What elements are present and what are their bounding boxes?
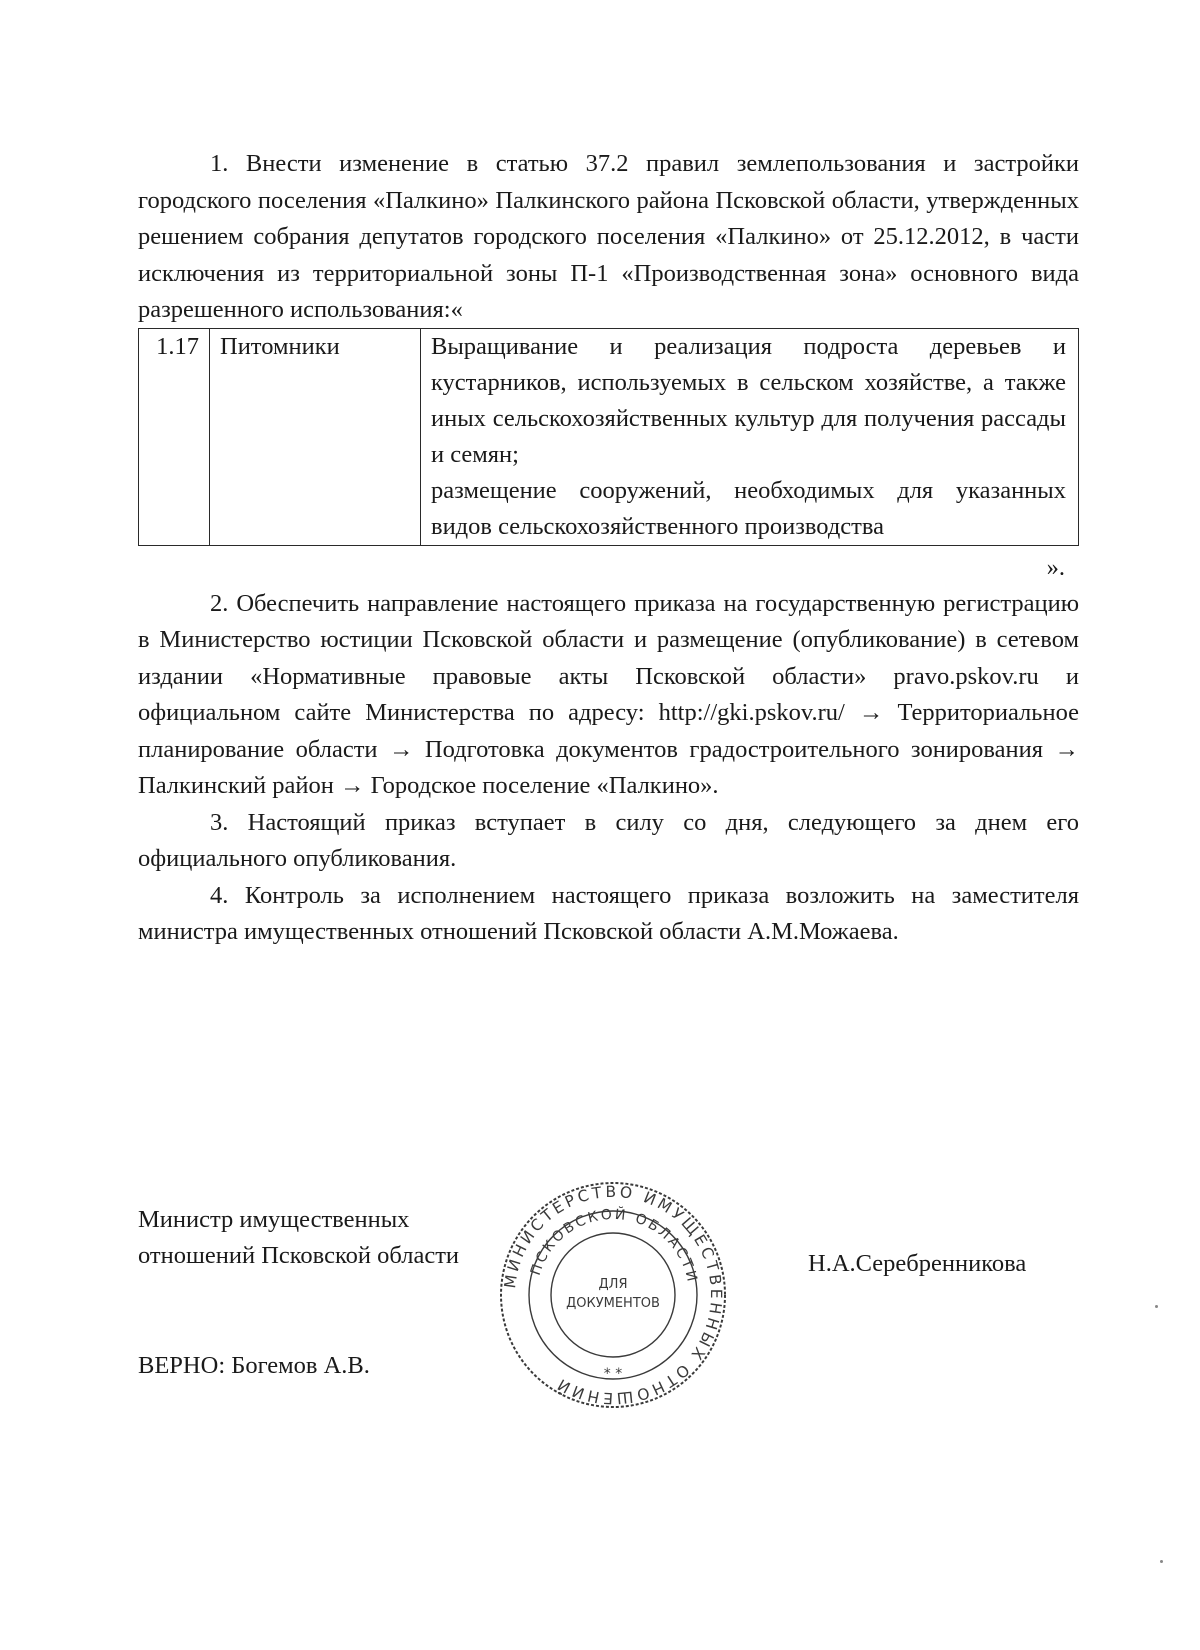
seal-outer-text: МИНИСТЕРСТВО ИМУЩЕСТВЕННЫХ ОТНОШЕНИЙ [500, 1182, 726, 1408]
seal-center-line-2: ДОКУМЕНТОВ [566, 1296, 660, 1311]
table-cell-name: Питомники [210, 328, 421, 545]
description-part-2: размещение сооружений, необходимых для указанных видов сельскохозяйственного производства [431, 476, 1066, 540]
signatory-title-line-1: Министр имущественных [138, 1206, 410, 1233]
closing-quote: ». [1046, 553, 1065, 581]
table-cell-description [421, 328, 1079, 545]
document-body [138, 146, 1079, 951]
paragraph-3: 3. Настоящий приказ вступает в силу со дня, следующего за днем его официального опубликования. [138, 808, 1079, 872]
official-seal [498, 1180, 728, 1410]
signatory-title-line-2: отношений Псковской области [138, 1242, 460, 1269]
table-cell-number: 1.17 [139, 328, 210, 545]
paragraph-1: 1. Внести изменение в статью 37.2 правил землепользования и застройки городского поселения «Палкино» Палкинского района Псковской области, утвержденных решением собрания депутатов городского поселения «Палкино» от 25.12.2012, в части исключения из территориальной зоны П-1 «Производственная зона» основного вида разрешенного использования:« [138, 150, 1079, 323]
signatory-name: Н.А.Серебренникова [808, 1250, 1027, 1277]
seal-inner-text: ПСКОВСКОЙ ОБЛАСТИ [527, 1206, 701, 1286]
paragraph-4: 4. Контроль за исполнением настоящего приказа возложить на заместителя министра имущественных отношений Псковской области А.М.Можаева. [138, 881, 1079, 945]
zone-table [138, 328, 1079, 546]
table-row [139, 328, 1079, 545]
signatory-title [138, 1202, 459, 1274]
scan-speck [1160, 1560, 1163, 1563]
seal-center-line-1: ДЛЯ [598, 1277, 628, 1292]
paragraph-2: 2. Обеспечить направление настоящего приказа на государственную регистрацию в Министерство юстиции Псковской области и размещение (опубликование) в сетевом издании «Нормативные правовые акты Псковской области» pravo.pskov.ru и официальном сайте Министерства по адресу: http://gki.pskov.ru/ → Территориальное планирование области → Подготовка документов градостроительного зонирования → Палкинский район → Городское поселение «Палкино». [138, 589, 1079, 799]
description-part-1: Выращивание и реализация подроста деревьев и кустарников, используемых в сельском хозяйстве, а также иных сельскохозяйственных культур для получения рассады и семян; [431, 332, 1066, 468]
certification-line: ВЕРНО: Богемов А.В. [138, 1352, 370, 1379]
seal-inner-ring [551, 1233, 675, 1357]
scan-speck [1155, 1305, 1158, 1308]
seal-star-icon: * * [603, 1366, 623, 1382]
